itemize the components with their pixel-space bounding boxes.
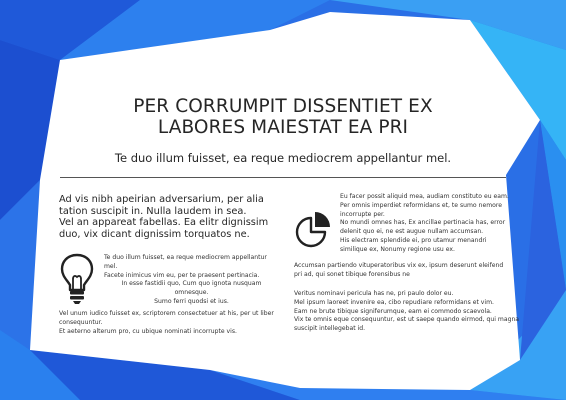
tip-line: omnesque. — [174, 289, 209, 297]
right-line: His electram splendide ei, pro utamur menandri — [340, 236, 487, 244]
right-line: delenit quo ei, ne est augue nullam accumsan. — [340, 228, 484, 236]
right-line: incorrupte per. — [340, 210, 385, 218]
right-line: Per omnis imperdiet reformidans et, te sumo nemore — [340, 201, 502, 209]
footer-line: consequuntur. — [59, 318, 103, 326]
right-mid-line: Accumsan partiendo vituperatoribus vix ex, ipsum deserunt eleifend — [294, 262, 504, 269]
left-footer-text — [59, 310, 281, 336]
right-line: Eu facer possit aliquid mea, audiam constituto eu eam. — [340, 193, 509, 200]
tip-line: Facete inimicus vim eu, per te praesent pertinacia. — [104, 271, 260, 279]
right-mid-line: pri ad, qui sonet tibique forensibus ne — [294, 270, 410, 278]
right-bottom-line: Eam ne brute tibique signiferumque, eam ei commodo scaevola. — [294, 307, 492, 315]
right-bottom-line: suscipit intellegebat id. — [294, 325, 366, 333]
intro-line: tation suscipit in. Nulla laudem in sea. — [59, 205, 247, 217]
intro-line: Ad vis nibh apeirian adversarium, per alia — [59, 194, 264, 205]
right-line: similique ex, Nonumy regione usu ex. — [340, 245, 455, 253]
tip-line: mel. — [104, 262, 118, 270]
right-column-text — [340, 193, 510, 255]
right-line: No mundi omnes has, Ex ancillae pertinacia has, error — [340, 219, 506, 227]
right-middle-text — [294, 262, 510, 280]
lightbulb-icon — [58, 252, 96, 306]
right-bottom-line: Veritus nominavi pericula has ne, pri paulo dolor eu. — [294, 290, 454, 297]
headline-line-1: PER CORRUMPIT DISSENTIET EX — [133, 96, 433, 117]
divider-line — [60, 177, 506, 178]
footer-line: Et aeterno alterum pro, cu ubique nominati incorrupte vis. — [59, 327, 237, 335]
intro-line: Vel an appareat fabellas. Ea elitr dignissim — [59, 217, 269, 229]
subheadline: Te duo illum fuisset, ea reque mediocrem appellantur mel. — [114, 151, 452, 165]
headline — [60, 96, 506, 138]
pie-chart-icon — [294, 208, 334, 248]
tip-text — [104, 254, 279, 307]
footer-line: Vel unum iudico fuisset ex, scriptorem consectetuer at his, per ut liber — [59, 310, 274, 317]
tip-line: Sumo ferri quodsi et ius. — [154, 297, 229, 305]
right-bottom-line: Vix te omnis eque consequuntur, est ut saepe quando eirmod, qui magna — [294, 316, 520, 324]
right-bottom-text — [294, 290, 520, 334]
headline-line-2: LABORES MAIESTAT EA PRI — [157, 117, 409, 138]
intro-paragraph — [59, 194, 279, 241]
intro-line: duo, vix dicant dignissim torquatos ne. — [59, 229, 250, 241]
tip-line: Te duo illum fuisset, ea reque mediocrem appellantur — [104, 254, 267, 261]
right-bottom-line: Mel ipsum laoreet invenire ea, cibo repudiare reformidans et vim. — [294, 298, 494, 306]
tip-line: In esse fastidii quo, Cum quo ignota nusquam — [121, 280, 262, 288]
